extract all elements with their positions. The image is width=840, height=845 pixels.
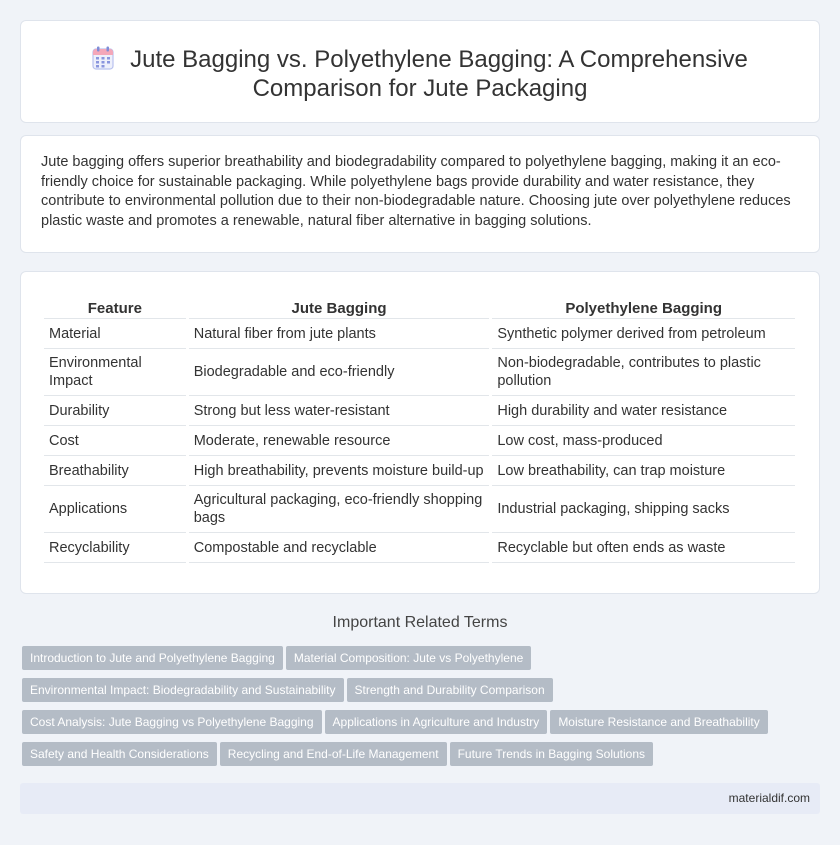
table-cell-polyethylene: Synthetic polymer derived from petroleum [492,319,795,349]
related-term-tag[interactable]: Material Composition: Jute vs Polyethylene [286,646,531,670]
table-cell-jute: Moderate, renewable resource [189,426,490,456]
table-cell-feature: Recyclability [44,533,186,563]
related-term-tag[interactable]: Environmental Impact: Biodegradability and Sustainability [22,678,344,702]
related-term-tag[interactable]: Cost Analysis: Jute Bagging vs Polyethylene Bagging [22,710,322,734]
related-term-tag[interactable]: Future Trends in Bagging Solutions [450,742,653,766]
related-term-tag[interactable]: Strength and Durability Comparison [347,678,553,702]
page-title-line-1: Jute Bagging vs. Polyethylene Bagging: A Comprehensive [130,46,748,73]
table-cell-jute: Compostable and recyclable [189,533,490,563]
table-cell-polyethylene: High durability and water resistance [492,396,795,426]
table-cell-polyethylene: Non-biodegradable, contributes to plastic pollution [492,349,795,396]
table-cell-feature: Durability [44,396,186,426]
footer-site-link[interactable]: materialdif.com [728,791,810,805]
table-cell-polyethylene: Recyclable but often ends as waste [492,533,795,563]
table-cell-polyethylene: Industrial packaging, shipping sacks [492,486,795,533]
table-header-row [44,296,795,319]
table-cell-jute: Strong but less water-resistant [189,396,490,426]
table-cell-polyethylene: Low breathability, can trap moisture [492,456,795,486]
column-header-polyethylene: Polyethylene Bagging [492,296,795,319]
table-cell-feature: Applications [44,486,186,533]
intro-paragraph: Jute bagging offers superior breathability and biodegradability compared to polyethylene bagging, making it an eco-friendly choice for sustainable packaging. While polyethylene bags provide durability and water resistance, they contribute to environmental pollution due to their non-biodegradable nature. Choosing jute over polyethylene reduces plastic waste and promotes a renewable, natural fiber alternative in bagging solutions. [41,154,791,229]
table-row [44,426,795,456]
table-cell-jute: Natural fiber from jute plants [189,319,490,349]
related-term-tag[interactable]: Applications in Agriculture and Industry [325,710,548,734]
table-row [44,396,795,426]
related-term-tag[interactable]: Introduction to Jute and Polyethylene Bagging [22,646,283,670]
related-terms-heading: Important Related Terms [332,614,508,631]
table-cell-jute: Agricultural packaging, eco-friendly shopping bags [189,486,490,533]
related-terms-tags [22,646,802,774]
intro-card [20,135,820,253]
related-term-tag[interactable]: Safety and Health Considerations [22,742,217,766]
table-cell-jute: Biodegradable and eco-friendly [189,349,490,396]
column-header-jute: Jute Bagging [189,296,490,319]
table-cell-polyethylene: Low cost, mass-produced [492,426,795,456]
related-term-tag[interactable]: Recycling and End-of-Life Management [220,742,447,766]
comparison-table-card [20,271,820,594]
title-card [20,20,820,123]
page-title [21,45,819,103]
calendar-grid-icon [92,46,114,70]
comparison-table [41,296,798,563]
table-row [44,533,795,563]
table-cell-feature: Material [44,319,186,349]
column-header-feature: Feature [44,296,186,319]
page-title-line-2: Comparison for Jute Packaging [252,75,588,102]
table-row [44,319,795,349]
table-row [44,456,795,486]
table-row [44,486,795,533]
related-term-tag[interactable]: Moisture Resistance and Breathability [550,710,767,734]
table-cell-jute: High breathability, prevents moisture build-up [189,456,490,486]
table-row [44,349,795,396]
footer-bar [20,783,820,814]
table-cell-feature: Environmental Impact [44,349,186,396]
table-cell-feature: Breathability [44,456,186,486]
table-cell-feature: Cost [44,426,186,456]
